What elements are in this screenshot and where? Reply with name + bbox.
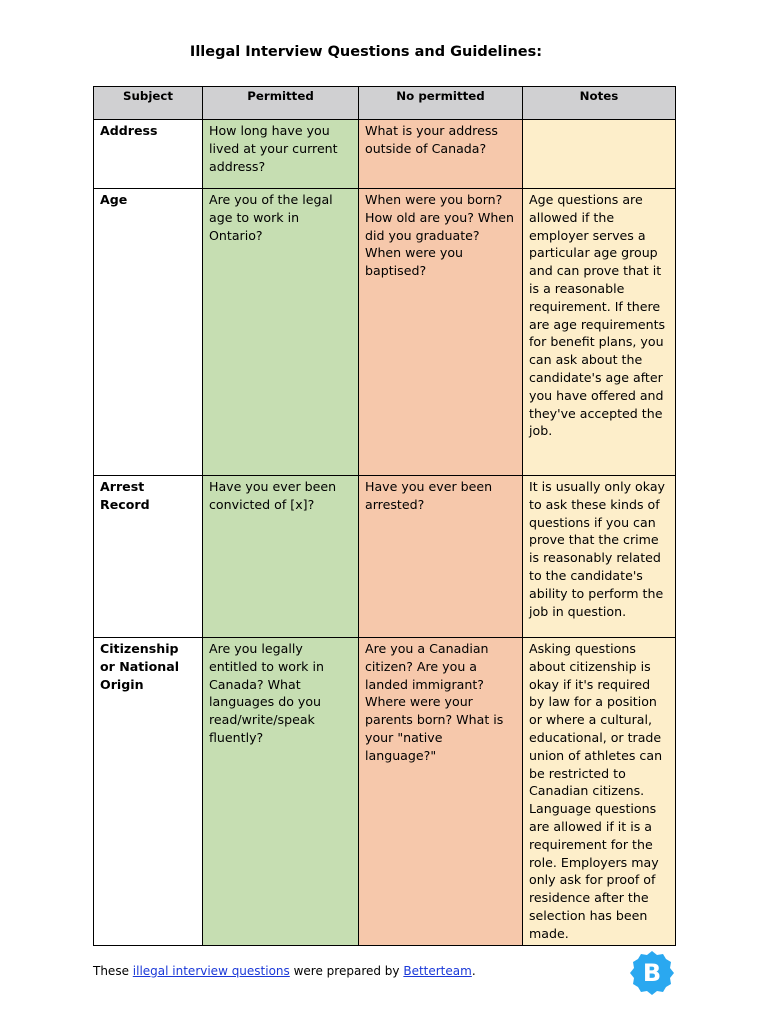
header-permitted: Permitted	[203, 87, 359, 120]
permitted-cell: Have you ever been convicted of [x]?	[203, 476, 359, 638]
header-subject: Subject	[94, 87, 203, 120]
notes-cell: Asking questions about citizenship is okay if it's required by law for a position or where a cultural, educational, or trade union of athletes can be restricted to Canadian citizens. Language questions are allowed if it is a requirement for the role. Employers may only ask for proof of residence after the selection has been made.	[523, 638, 676, 946]
table-row	[94, 476, 676, 638]
not-permitted-cell: What is your address outside of Canada?	[359, 120, 523, 189]
table-row	[94, 638, 676, 946]
subject-cell: Age	[94, 189, 203, 476]
guidelines-table	[93, 86, 676, 946]
table-row	[94, 189, 676, 476]
betterteam-link[interactable]: Betterteam	[403, 964, 472, 978]
footer-middle: were prepared by	[289, 964, 404, 978]
footer-credit	[93, 964, 476, 978]
notes-cell	[523, 120, 676, 189]
table-row	[94, 120, 676, 189]
not-permitted-cell: Are you a Canadian citizen? Are you a landed immigrant? Where were your parents born? What is your "native language?"	[359, 638, 523, 946]
subject-cell: Address	[94, 120, 203, 189]
permitted-cell: How long have you lived at your current address?	[203, 120, 359, 189]
notes-cell: It is usually only okay to ask these kinds of questions if you can prove that the crime is reasonably related to the candidate's ability to perform the job in question.	[523, 476, 676, 638]
betterteam-logo-icon[interactable]	[628, 949, 676, 997]
subject-cell: Citizenship or National Origin	[94, 638, 203, 946]
logo-letter: B	[642, 959, 662, 987]
table-header-row	[94, 87, 676, 120]
subject-cell: Arrest Record	[94, 476, 203, 638]
permitted-cell: Are you of the legal age to work in Ontario?	[203, 189, 359, 476]
document-title: Illegal Interview Questions and Guidelines:	[189, 44, 543, 60]
footer-prefix: These	[93, 964, 133, 978]
header-notes: Notes	[523, 87, 676, 120]
notes-cell: Age questions are allowed if the employer serves a particular age group and can prove that it is a reasonable requirement. If there are age requirements for benefit plans, you can ask about the candidate's age after you have offered and they've accepted the job.	[523, 189, 676, 476]
footer-suffix: .	[471, 964, 476, 978]
illegal-questions-link[interactable]: illegal interview questions	[132, 964, 290, 978]
not-permitted-cell: Have you ever been arrested?	[359, 476, 523, 638]
not-permitted-cell: When were you born? How old are you? When did you graduate? When were you baptised?	[359, 189, 523, 476]
permitted-cell: Are you legally entitled to work in Canada? What languages do you read/write/speak fluently?	[203, 638, 359, 946]
header-not-permitted: No permitted	[359, 87, 523, 120]
